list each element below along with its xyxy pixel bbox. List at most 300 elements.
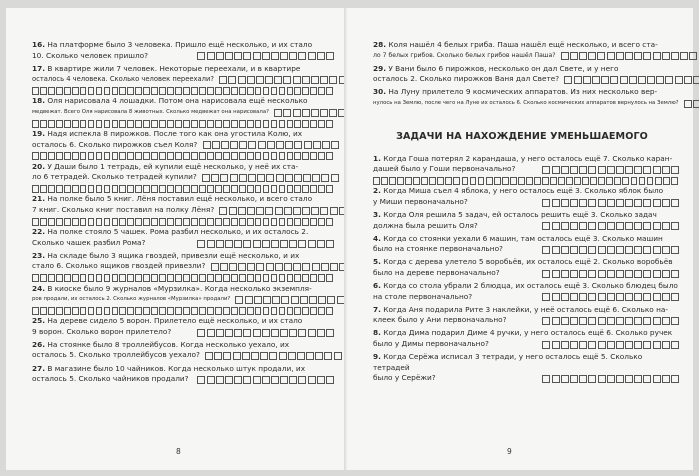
answer-cell[interactable]	[271, 120, 278, 128]
answer-cell[interactable]	[324, 352, 332, 360]
answer-cell[interactable]	[310, 218, 317, 226]
answer-cell[interactable]	[262, 376, 270, 384]
answer-cell[interactable]	[561, 246, 569, 254]
answer-cell[interactable]	[199, 307, 206, 315]
answer-cell[interactable]	[552, 166, 560, 174]
answer-cell[interactable]	[566, 177, 573, 185]
answer-cell[interactable]	[625, 317, 633, 325]
answer-cell[interactable]	[220, 263, 228, 271]
answer-cell[interactable]	[269, 352, 277, 360]
answer-cell[interactable]	[653, 52, 661, 60]
answer-cell[interactable]	[280, 376, 288, 384]
answer-cell[interactable]	[175, 87, 182, 95]
answer-cell[interactable]	[56, 120, 63, 128]
answer-cell[interactable]	[298, 240, 306, 248]
answer-cell[interactable]	[288, 352, 296, 360]
answer-cell[interactable]	[207, 307, 214, 315]
answer-cell[interactable]	[207, 274, 214, 282]
answer-cell[interactable]	[205, 352, 213, 360]
answer-cell[interactable]	[302, 218, 309, 226]
answer-cell[interactable]	[606, 177, 613, 185]
answer-cell[interactable]	[183, 274, 190, 282]
answer-cell[interactable]	[119, 120, 126, 128]
answer-cell[interactable]	[662, 375, 670, 383]
answer-cell[interactable]	[247, 218, 254, 226]
answer-cell[interactable]	[64, 274, 71, 282]
answer-cell[interactable]	[167, 307, 174, 315]
answer-cell[interactable]	[221, 141, 229, 149]
answer-cell[interactable]	[88, 120, 95, 128]
answer-cell[interactable]	[320, 207, 328, 215]
answer-cell[interactable]	[675, 76, 683, 84]
answer-cell[interactable]	[223, 152, 230, 160]
answer-cell[interactable]	[225, 329, 233, 337]
answer-cell[interactable]	[671, 341, 679, 349]
answer-cell[interactable]	[598, 317, 606, 325]
answer-cell[interactable]	[151, 120, 158, 128]
answer-cell[interactable]	[262, 329, 270, 337]
answer-cell[interactable]	[680, 52, 688, 60]
answer-cell[interactable]	[127, 87, 134, 95]
answer-cell[interactable]	[143, 274, 150, 282]
answer-cell[interactable]	[231, 307, 238, 315]
answer-cell[interactable]	[64, 87, 71, 95]
answer-cell[interactable]	[574, 177, 581, 185]
answer-cell[interactable]	[276, 174, 284, 182]
answer-cell[interactable]	[631, 177, 638, 185]
answer-cell[interactable]	[64, 152, 71, 160]
answer-cell[interactable]	[135, 307, 142, 315]
answer-cell[interactable]	[112, 120, 119, 128]
answer-cell[interactable]	[298, 376, 306, 384]
answer-cell[interactable]	[263, 185, 270, 193]
answer-cell[interactable]	[238, 207, 246, 215]
answer-cell[interactable]	[579, 270, 587, 278]
answer-cell[interactable]	[40, 185, 47, 193]
answer-cell[interactable]	[653, 222, 661, 230]
answer-cell[interactable]	[96, 307, 103, 315]
answer-cell[interactable]	[302, 207, 310, 215]
answer-cell[interactable]	[211, 263, 219, 271]
answer-cell[interactable]	[231, 152, 238, 160]
answer-cell[interactable]	[263, 307, 270, 315]
answer-cell[interactable]	[256, 207, 264, 215]
answer-cell[interactable]	[239, 274, 246, 282]
answer-cell[interactable]	[215, 120, 222, 128]
answer-cell[interactable]	[302, 152, 309, 160]
answer-cell[interactable]	[616, 375, 624, 383]
answer-cell[interactable]	[663, 177, 670, 185]
answer-cell[interactable]	[542, 293, 550, 301]
answer-cell[interactable]	[634, 375, 642, 383]
answer-cell[interactable]	[298, 329, 306, 337]
answer-cell[interactable]	[88, 185, 95, 193]
answer-cell[interactable]	[175, 218, 182, 226]
answer-cell[interactable]	[313, 141, 321, 149]
answer-cell[interactable]	[317, 376, 325, 384]
answer-cell[interactable]	[263, 152, 270, 160]
answer-cell[interactable]	[243, 240, 251, 248]
answer-cell[interactable]	[437, 177, 444, 185]
answer-cell[interactable]	[135, 152, 142, 160]
answer-cell[interactable]	[315, 352, 323, 360]
answer-cell[interactable]	[215, 274, 222, 282]
answer-cell[interactable]	[302, 274, 309, 282]
answer-cell[interactable]	[104, 87, 111, 95]
answer-cell[interactable]	[256, 263, 264, 271]
answer-cell[interactable]	[561, 317, 569, 325]
answer-cell[interactable]	[248, 174, 256, 182]
answer-cell[interactable]	[502, 177, 509, 185]
answer-cell[interactable]	[643, 52, 651, 60]
answer-cell[interactable]	[239, 307, 246, 315]
answer-cell[interactable]	[64, 120, 71, 128]
answer-cell[interactable]	[625, 222, 633, 230]
answer-cell[interactable]	[183, 120, 190, 128]
answer-cell[interactable]	[310, 307, 317, 315]
answer-cell[interactable]	[72, 87, 79, 95]
answer-cell[interactable]	[229, 263, 237, 271]
answer-cell[interactable]	[235, 296, 243, 304]
answer-cell[interactable]	[550, 177, 557, 185]
answer-cell[interactable]	[223, 120, 230, 128]
answer-cell[interactable]	[143, 185, 150, 193]
answer-cell[interactable]	[653, 317, 661, 325]
answer-cell[interactable]	[239, 120, 246, 128]
answer-cell[interactable]	[257, 174, 265, 182]
answer-cell[interactable]	[202, 174, 210, 182]
answer-cell[interactable]	[294, 141, 302, 149]
answer-cell[interactable]	[40, 152, 47, 160]
answer-cell[interactable]	[175, 307, 182, 315]
answer-cell[interactable]	[183, 87, 190, 95]
answer-cell[interactable]	[302, 120, 309, 128]
answer-cell[interactable]	[279, 307, 286, 315]
answer-cell[interactable]	[302, 185, 309, 193]
answer-cell[interactable]	[239, 141, 247, 149]
answer-cell[interactable]	[80, 307, 87, 315]
answer-cell[interactable]	[570, 222, 578, 230]
answer-cell[interactable]	[207, 87, 214, 95]
answer-cell[interactable]	[671, 222, 679, 230]
answer-cell[interactable]	[647, 76, 655, 84]
answer-cell[interactable]	[197, 329, 205, 337]
answer-cell[interactable]	[616, 246, 624, 254]
answer-cell[interactable]	[281, 296, 289, 304]
answer-cell[interactable]	[112, 185, 119, 193]
answer-cell[interactable]	[326, 240, 334, 248]
answer-cell[interactable]	[616, 317, 624, 325]
answer-cell[interactable]	[284, 207, 292, 215]
answer-cell[interactable]	[643, 199, 651, 207]
answer-cell[interactable]	[88, 218, 95, 226]
answer-cell[interactable]	[592, 76, 600, 84]
answer-cell[interactable]	[40, 218, 47, 226]
answer-cell[interactable]	[191, 120, 198, 128]
answer-cell[interactable]	[318, 87, 325, 95]
answer-cell[interactable]	[317, 240, 325, 248]
answer-cell[interactable]	[135, 185, 142, 193]
answer-cell[interactable]	[321, 174, 329, 182]
answer-cell[interactable]	[239, 185, 246, 193]
answer-cell[interactable]	[32, 218, 39, 226]
answer-cell[interactable]	[643, 246, 651, 254]
answer-cell[interactable]	[225, 52, 233, 60]
answer-cell[interactable]	[689, 52, 697, 60]
answer-cell[interactable]	[318, 274, 325, 282]
answer-cell[interactable]	[542, 317, 550, 325]
answer-cell[interactable]	[656, 76, 664, 84]
answer-cell[interactable]	[308, 240, 316, 248]
answer-cell[interactable]	[175, 185, 182, 193]
answer-cell[interactable]	[265, 76, 273, 84]
answer-cell[interactable]	[112, 307, 119, 315]
answer-cell[interactable]	[653, 199, 661, 207]
answer-cell[interactable]	[574, 76, 582, 84]
answer-cell[interactable]	[80, 218, 87, 226]
answer-cell[interactable]	[207, 52, 215, 60]
answer-cell[interactable]	[397, 177, 404, 185]
answer-cell[interactable]	[151, 274, 158, 282]
answer-cell[interactable]	[230, 174, 238, 182]
answer-cell[interactable]	[610, 76, 618, 84]
answer-cell[interactable]	[175, 152, 182, 160]
answer-cell[interactable]	[32, 185, 39, 193]
answer-cell[interactable]	[671, 293, 679, 301]
answer-cell[interactable]	[607, 270, 615, 278]
answer-cell[interactable]	[285, 174, 293, 182]
answer-cell[interactable]	[207, 185, 214, 193]
answer-cell[interactable]	[243, 52, 251, 60]
answer-cell[interactable]	[253, 376, 261, 384]
answer-cell[interactable]	[219, 207, 227, 215]
answer-cell[interactable]	[266, 263, 274, 271]
answer-cell[interactable]	[167, 218, 174, 226]
answer-cell[interactable]	[616, 166, 624, 174]
answer-cell[interactable]	[671, 270, 679, 278]
answer-cell[interactable]	[622, 177, 629, 185]
answer-cell[interactable]	[197, 376, 205, 384]
answer-cell[interactable]	[588, 270, 596, 278]
answer-cell[interactable]	[271, 52, 279, 60]
answer-cell[interactable]	[274, 109, 282, 117]
answer-cell[interactable]	[671, 166, 679, 174]
answer-cell[interactable]	[643, 293, 651, 301]
answer-cell[interactable]	[302, 109, 310, 117]
answer-cell[interactable]	[256, 76, 264, 84]
answer-cell[interactable]	[616, 199, 624, 207]
answer-cell[interactable]	[191, 152, 198, 160]
answer-cell[interactable]	[671, 199, 679, 207]
answer-cell[interactable]	[320, 109, 328, 117]
answer-cell[interactable]	[135, 120, 142, 128]
answer-cell[interactable]	[326, 87, 333, 95]
answer-cell[interactable]	[199, 274, 206, 282]
answer-cell[interactable]	[634, 317, 642, 325]
answer-cell[interactable]	[231, 274, 238, 282]
answer-cell[interactable]	[601, 76, 609, 84]
answer-cell[interactable]	[262, 240, 270, 248]
answer-cell[interactable]	[96, 152, 103, 160]
answer-cell[interactable]	[653, 375, 661, 383]
answer-cell[interactable]	[48, 87, 55, 95]
answer-cell[interactable]	[167, 152, 174, 160]
answer-cell[interactable]	[203, 141, 211, 149]
answer-cell[interactable]	[239, 218, 246, 226]
answer-cell[interactable]	[175, 274, 182, 282]
answer-cell[interactable]	[80, 274, 87, 282]
answer-cell[interactable]	[318, 296, 326, 304]
answer-cell[interactable]	[112, 218, 119, 226]
answer-cell[interactable]	[104, 185, 111, 193]
answer-cell[interactable]	[287, 274, 294, 282]
answer-cell[interactable]	[211, 174, 219, 182]
answer-cell[interactable]	[486, 177, 493, 185]
answer-cell[interactable]	[653, 270, 661, 278]
answer-cell[interactable]	[88, 152, 95, 160]
answer-cell[interactable]	[32, 152, 39, 160]
answer-cell[interactable]	[302, 87, 309, 95]
answer-cell[interactable]	[329, 109, 337, 117]
answer-cell[interactable]	[279, 352, 287, 360]
answer-cell[interactable]	[634, 246, 642, 254]
answer-cell[interactable]	[607, 246, 615, 254]
answer-cell[interactable]	[421, 177, 428, 185]
answer-cell[interactable]	[570, 375, 578, 383]
answer-cell[interactable]	[56, 185, 63, 193]
answer-cell[interactable]	[429, 177, 436, 185]
answer-cell[interactable]	[526, 177, 533, 185]
answer-cell[interactable]	[199, 120, 206, 128]
answer-cell[interactable]	[253, 240, 261, 248]
answer-cell[interactable]	[570, 341, 578, 349]
answer-cell[interactable]	[639, 177, 646, 185]
answer-cell[interactable]	[318, 185, 325, 193]
answer-cell[interactable]	[570, 293, 578, 301]
answer-cell[interactable]	[671, 177, 678, 185]
answer-cell[interactable]	[214, 352, 222, 360]
answer-cell[interactable]	[561, 341, 569, 349]
answer-cell[interactable]	[279, 120, 286, 128]
answer-cell[interactable]	[280, 52, 288, 60]
answer-cell[interactable]	[255, 120, 262, 128]
answer-cell[interactable]	[271, 274, 278, 282]
answer-cell[interactable]	[588, 375, 596, 383]
answer-cell[interactable]	[653, 246, 661, 254]
answer-cell[interactable]	[207, 152, 214, 160]
answer-cell[interactable]	[293, 109, 301, 117]
answer-cell[interactable]	[570, 317, 578, 325]
answer-cell[interactable]	[598, 246, 606, 254]
answer-cell[interactable]	[625, 375, 633, 383]
answer-cell[interactable]	[294, 307, 301, 315]
answer-cell[interactable]	[72, 307, 79, 315]
answer-cell[interactable]	[247, 185, 254, 193]
answer-cell[interactable]	[199, 152, 206, 160]
answer-cell[interactable]	[255, 185, 262, 193]
answer-cell[interactable]	[143, 87, 150, 95]
answer-cell[interactable]	[271, 329, 279, 337]
answer-cell[interactable]	[279, 185, 286, 193]
answer-cell[interactable]	[330, 207, 338, 215]
answer-cell[interactable]	[151, 307, 158, 315]
answer-cell[interactable]	[255, 87, 262, 95]
answer-cell[interactable]	[570, 52, 578, 60]
answer-cell[interactable]	[104, 152, 111, 160]
answer-cell[interactable]	[255, 152, 262, 160]
answer-cell[interactable]	[552, 375, 560, 383]
answer-cell[interactable]	[616, 270, 624, 278]
answer-cell[interactable]	[616, 341, 624, 349]
answer-cell[interactable]	[271, 218, 278, 226]
answer-cell[interactable]	[263, 274, 270, 282]
answer-cell[interactable]	[266, 174, 274, 182]
answer-cell[interactable]	[56, 274, 63, 282]
answer-cell[interactable]	[56, 307, 63, 315]
answer-cell[interactable]	[662, 199, 670, 207]
answer-cell[interactable]	[119, 274, 126, 282]
answer-cell[interactable]	[279, 87, 286, 95]
answer-cell[interactable]	[48, 274, 55, 282]
answer-cell[interactable]	[671, 317, 679, 325]
answer-cell[interactable]	[579, 222, 587, 230]
answer-cell[interactable]	[40, 307, 47, 315]
answer-cell[interactable]	[579, 199, 587, 207]
answer-cell[interactable]	[88, 307, 95, 315]
answer-cell[interactable]	[262, 52, 270, 60]
answer-cell[interactable]	[247, 307, 254, 315]
answer-cell[interactable]	[321, 263, 329, 271]
answer-cell[interactable]	[238, 76, 246, 84]
answer-cell[interactable]	[607, 222, 615, 230]
answer-cell[interactable]	[151, 152, 158, 160]
answer-cell[interactable]	[238, 263, 246, 271]
answer-cell[interactable]	[598, 222, 606, 230]
answer-cell[interactable]	[561, 270, 569, 278]
answer-cell[interactable]	[263, 296, 271, 304]
answer-cell[interactable]	[199, 218, 206, 226]
answer-cell[interactable]	[598, 199, 606, 207]
answer-cell[interactable]	[64, 218, 71, 226]
answer-cell[interactable]	[326, 152, 333, 160]
answer-cell[interactable]	[80, 152, 87, 160]
answer-cell[interactable]	[570, 199, 578, 207]
answer-cell[interactable]	[242, 352, 250, 360]
answer-cell[interactable]	[625, 52, 633, 60]
answer-cell[interactable]	[304, 141, 312, 149]
answer-cell[interactable]	[331, 141, 339, 149]
answer-cell[interactable]	[32, 307, 39, 315]
answer-cell[interactable]	[453, 177, 460, 185]
answer-cell[interactable]	[662, 166, 670, 174]
answer-cell[interactable]	[478, 177, 485, 185]
answer-cell[interactable]	[294, 218, 301, 226]
answer-cell[interactable]	[199, 185, 206, 193]
answer-cell[interactable]	[542, 341, 550, 349]
answer-cell[interactable]	[112, 274, 119, 282]
answer-cell[interactable]	[215, 307, 222, 315]
answer-cell[interactable]	[308, 52, 316, 60]
answer-cell[interactable]	[542, 246, 550, 254]
answer-cell[interactable]	[263, 218, 270, 226]
answer-cell[interactable]	[552, 317, 560, 325]
answer-cell[interactable]	[588, 341, 596, 349]
answer-cell[interactable]	[254, 296, 262, 304]
answer-cell[interactable]	[289, 376, 297, 384]
answer-cell[interactable]	[251, 352, 259, 360]
answer-cell[interactable]	[561, 222, 569, 230]
answer-cell[interactable]	[72, 218, 79, 226]
